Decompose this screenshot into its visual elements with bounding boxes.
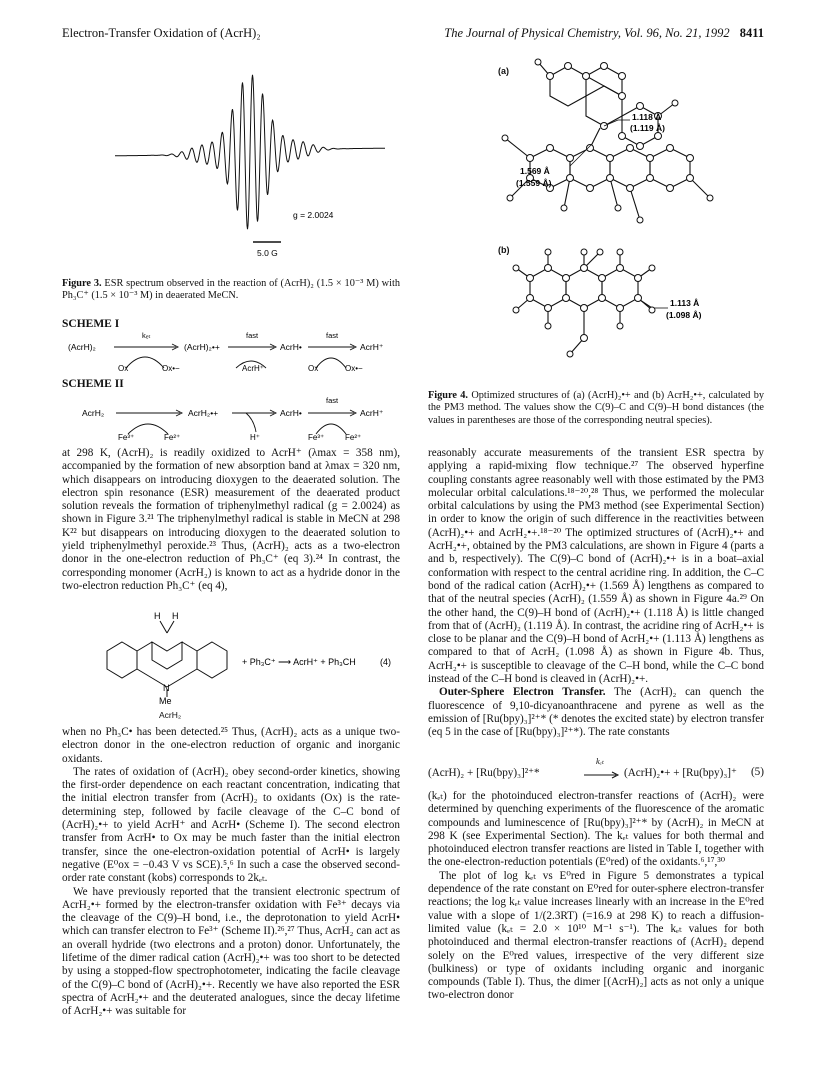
scheme2-under-1: Fe³⁺ (118, 433, 135, 442)
right-paragraph-1: reasonably accurate measurements of the transient ESR spectra by applying a rapid-mixing flow technique.²⁷ The observed hyperfine coupling constants agree reasonably well with those estimated by the PM3 molecular orbital calculations.¹⁸⁻²⁰,²⁸ Thus, we performed the molecular orbital calculations by using the PM3 method (see Experimental Section) in order to know the origin of such difference in the reactivities between (AcrH)₂•+ and AcrH₂•+.¹⁸⁻²⁰ The optimized structures of (AcrH)₂•+ and AcrH₂•+, obtained by the PM3 calculations, are shown in Figure 4 (parts a and b, respectively). The C(9)–C bond of (AcrH)₂•+ is in a boat–axial conformation with respect to the central acridine ring. In addition, the C–C bond of the radical cation (AcrH)₂•+ (1.569 Å) lengthens as compared to that of the neutral species (AcrH)₂ (1.559 Å) as shown in Figure 4a.²⁹ On the other hand, the C(9)–H bond of (AcrH)₂•+ (1.118 Å) is little changed from that of (AcrH)₂ (1.119 Å). In contrast, the acridine ring of AcrH₂•+ is close to be planar and the C(9)–H bond of AcrH₂•+ (1.113 Å) lengthens as compared to that of AcrH₂ (1.098 Å) as shown in Figure 4b. Thus, AcrH₂•+ is susceptible to cleavage of the C–H bond, while the C–C bond instead of the C–H bond is cleaved in (AcrH)₂•+. (428, 447, 764, 686)
scheme2-arrows (116, 410, 356, 434)
figure4b-ring-center (566, 268, 602, 308)
scheme1-arrow-label-1: kₑₜ (142, 331, 151, 340)
figure4a-atoms (502, 59, 713, 223)
equation-5-lhs: (AcrH)₂ + [Ru(bpy)₃]²⁺* (428, 767, 540, 779)
figure4b-ch-distance: 1.113 Å (670, 298, 700, 308)
acrh2-nitrogen: N (163, 683, 170, 693)
right-column-bottom (428, 790, 764, 1003)
acrh2-hydrogen-right: H (172, 611, 179, 621)
figure3-caption (62, 278, 400, 303)
header-title: Electron-Transfer Oxidation of (AcrH)₂ (62, 26, 261, 40)
right-paragraph-4: The plot of log kₑₜ vs E⁰red in Figure 5 demonstrates a typical dependence of the rate constant on E⁰red for outer-sphere electron-transfer reactions; the log kₑₜ value increases linearly with an increase in the E⁰red value with a slope of 1/(2.3RT) (=16.9 at 298 K) to reach a diffusion-limited value (kₑₜ = 2.0 × 10¹⁰ M⁻¹ s⁻¹). The kₑₜ values for both photoinduced and thermal electron-transfer reactions of (AcrH)₂ depend solely on the E⁰red values, irrespective of the very different size (bulkiness) or type of oxidants including organic and inorganic compounds (Table I). Thus, the dimer [(AcrH)₂] acts as not only a unique two-electron donor (428, 869, 764, 1002)
equation-4-text: + Ph₃C⁺ ⟶ AcrH⁺ + Ph₃CH (242, 657, 356, 667)
figure4a-ch-distance: 1.118 Å (632, 112, 662, 122)
right-paragraph-2-text: The (AcrH)₂ can quench the fluorescence of 9,10-dicyanoanthracene and pyrene as well as the emission of [Ru(bpy)₃]²⁺* (* denotes the excited state) by electron transfer (eq 5 in the case of [Ru(bpy)₃]²⁺*). The rate constants (428, 686, 765, 739)
figure4-caption-label: Figure 4. (428, 390, 468, 401)
left-paragraph-4: We have previously reported that the transient electronic spectrum of AcrH₂•+ formed by the electron-transfer oxidation with Fe³⁺ decays via the cleavage of the C(9)–H bond, i.e., the deprotonation to yield AcrH• which can transfer electron to Fe³⁺ (Scheme II).²⁶,²⁷ Thus, AcrH₂ can act as an overall hydride (two electrons and a proton) donor. Unfortunately, the lifetime of the dimer radical cation (AcrH)₂•+ was too short to be detected by using a stopped-flow spectrophotometer, indicating the facile cleavage of the C(9)–C bond of (AcrH)₂•+. Recently we have also reported the ESR spectra of AcrH₂•+ and the deuterated analogues, since the decay lifetime of AcrH₂•+ was suitable for (62, 885, 400, 1018)
scheme1-under-2: Ox•− (162, 364, 180, 372)
scheme1-species-1: (AcrH)₂ (68, 342, 96, 352)
right-paragraph-3: (kₑₜ) for the photoinduced electron-transfer reactions of (AcrH)₂ were determined by quenching experiments of the fluorescence of the aromatic compounds and luminescence of [Ru(bpy)₃]²⁺* by (AcrH)₂ in MeCN at 298 K (see Experimental Section). The kₑₜ values for both thermal and photoinduced electron transfer reactions are listed in Table I, together with the one-electron-reduction potentials (E⁰red) of the oxidants.⁶,¹⁷,³⁰ (428, 790, 764, 869)
acrh2-hydrogen-left: H (154, 611, 161, 621)
left-paragraph-2: when no Ph₃C• has been detected.²⁵ Thus, (AcrH)₂ acts as a unique two-electron donor in the one-electron reduction of organic and inorganic oxidants. (62, 726, 400, 765)
scheme2-diagram (62, 390, 402, 442)
equation-5-rhs: (AcrH)₂•+ + [Ru(bpy)₃]⁺ (624, 767, 737, 779)
left-column-bottom (62, 726, 400, 1019)
figure4-label-b: (b) (498, 245, 510, 255)
header-journal-name: The Journal of Physical Chemistry, Vol. 96, No. 21, 1992 (444, 26, 730, 40)
scheme2-species-3: AcrH• (280, 408, 302, 418)
scheme1-arrows (114, 344, 356, 368)
scheme1-under-1: Ox (118, 364, 129, 372)
acrh2-methyl: Me (159, 696, 172, 705)
figure4a-cc-distance: 1.569 Å (520, 166, 550, 176)
scheme2-species-2: AcrH₂•+ (188, 408, 219, 418)
scheme2-title: SCHEME II (62, 378, 124, 390)
figure4a-cc-neutral: (1.559 Å) (516, 178, 552, 188)
page-number: 8411 (739, 26, 764, 40)
figure3-esr-spectrum (95, 52, 415, 262)
equation-5-arrow (584, 770, 620, 780)
scheme1-title: SCHEME I (62, 318, 120, 330)
figure4b-structure (490, 238, 730, 368)
figure4b-ch-neutral: (1.098 Å) (666, 310, 702, 320)
figure4-caption (428, 390, 764, 427)
header-journal (444, 26, 764, 41)
scheme1-arrow-label-3: fast (326, 331, 339, 340)
scheme1-diagram (62, 330, 402, 372)
scheme2-under-4: Fe³⁺ (308, 433, 325, 442)
scheme2-arrow-label-1: fast (326, 396, 339, 405)
equation-5-number: (5) (750, 766, 764, 778)
scheme1-arrow-label-2: fast (246, 331, 259, 340)
figure4b-ring-right (602, 268, 638, 308)
scheme1-under-4: Ox (308, 364, 319, 372)
scheme2-under-3: H⁺ (250, 433, 260, 442)
right-paragraph-2 (428, 686, 764, 739)
running-header (62, 26, 764, 46)
left-column-top (62, 447, 400, 593)
equation-4-structure (62, 609, 402, 705)
left-paragraph-1: at 298 K, (AcrH)₂ is readily oxidized to AcrH⁺ (λmax = 358 nm), accompanied by the formation of new absorption band at λmax = 320 nm, which disappears on introducing dioxygen to the deaerated solution. The electron spin resonance (ESR) measurement of the deaerated product solution reveals the formation of triphenylmethyl radical (g = 2.0024) as shown in Figure 3.²¹ The triphenylmethyl radical is stable in MeCN at 298 K²² but disappears on introducing dioxygen to the deaerated solution to yield triphenylmethyl peroxide.²³ Thus, (AcrH)₂ acts as a two-electron donor in the one-electron reduction of Ph₃C⁺ (eq 3).²⁴ In contrast, the corresponding monomer (AcrH₂) is known to act as a hydride donor in the two-electron reduction Ph₃C⁺ (eq 4), (62, 447, 400, 592)
g-value-label: g = 2.0024 (293, 210, 334, 220)
scheme2-under-2: Fe²⁺ (164, 433, 181, 442)
scheme1-species-3: AcrH• (280, 342, 302, 352)
figure4a-structure (470, 48, 750, 244)
scheme1-under-3: AcrH⁺ (242, 364, 264, 372)
figure4a-leaders (570, 120, 630, 166)
equation-5 (428, 756, 764, 782)
figure4-label-a: (a) (498, 66, 509, 76)
scheme2-species-4: AcrH⁺ (360, 408, 384, 418)
equation-4-number: (4) (380, 657, 391, 667)
scheme1-under-5: Ox•− (345, 364, 363, 372)
esr-spectrum-trace (115, 75, 385, 229)
section-runhead: Outer-Sphere Electron Transfer. (439, 686, 606, 699)
equation-5-rate-constant: kₑₜ (596, 756, 605, 766)
left-paragraph-3: The rates of oxidation of (AcrH)₂ obey second-order kinetics, showing the first-order dependence on each reactant concentration, indicating that the initial electron transfer from (AcrH)₂ to oxidants (Ox) is the rate-determining step, followed by facile cleavage of the C–C bond of (AcrH)₂•+ to yield AcrH⁺ and AcrH• (Scheme I). The second electron transfer from AcrH• to Ox may be much faster than the initial electron transfer, since the one-electron-oxidation potential of AcrH• is largely negative (E⁰ox = −0.43 V vs SCE).⁵,⁶ In such a case the observed second-order rate constant (kobs) corresponds to 2kₑₜ. (62, 765, 400, 885)
scheme2-under-5: Fe²⁺ (345, 433, 362, 442)
figure4-caption-text: Optimized structures of (a) (AcrH)₂•+ and (b) AcrH₂•+, calculated by the PM3 method. The values show the C(9)–C and C(9)–H bond distances (the values in parentheses are those of the corresponding neutral species). (428, 390, 765, 426)
scale-bar-label: 5.0 G (257, 248, 278, 258)
figure4b-atoms (513, 249, 655, 357)
acrh2-name: AcrH₂ (159, 710, 182, 720)
scheme1-species-4: AcrH⁺ (360, 342, 384, 352)
right-column-top (428, 447, 764, 740)
figure4a-ch-neutral: (1.119 Å) (630, 123, 665, 133)
scheme1-species-2: (AcrH)₂•+ (184, 342, 220, 352)
figure4b-ring-left (530, 268, 566, 308)
figure3-caption-text: ESR spectrum observed in the reaction of (AcrH)₂ (1.5 × 10⁻³ M) with Ph₃C⁺ (1.5 × 10⁻³ M) in deaerated MeCN. (62, 278, 400, 302)
figure3-caption-label: Figure 3. (62, 278, 102, 289)
scheme2-species-1: AcrH₂ (82, 408, 105, 418)
